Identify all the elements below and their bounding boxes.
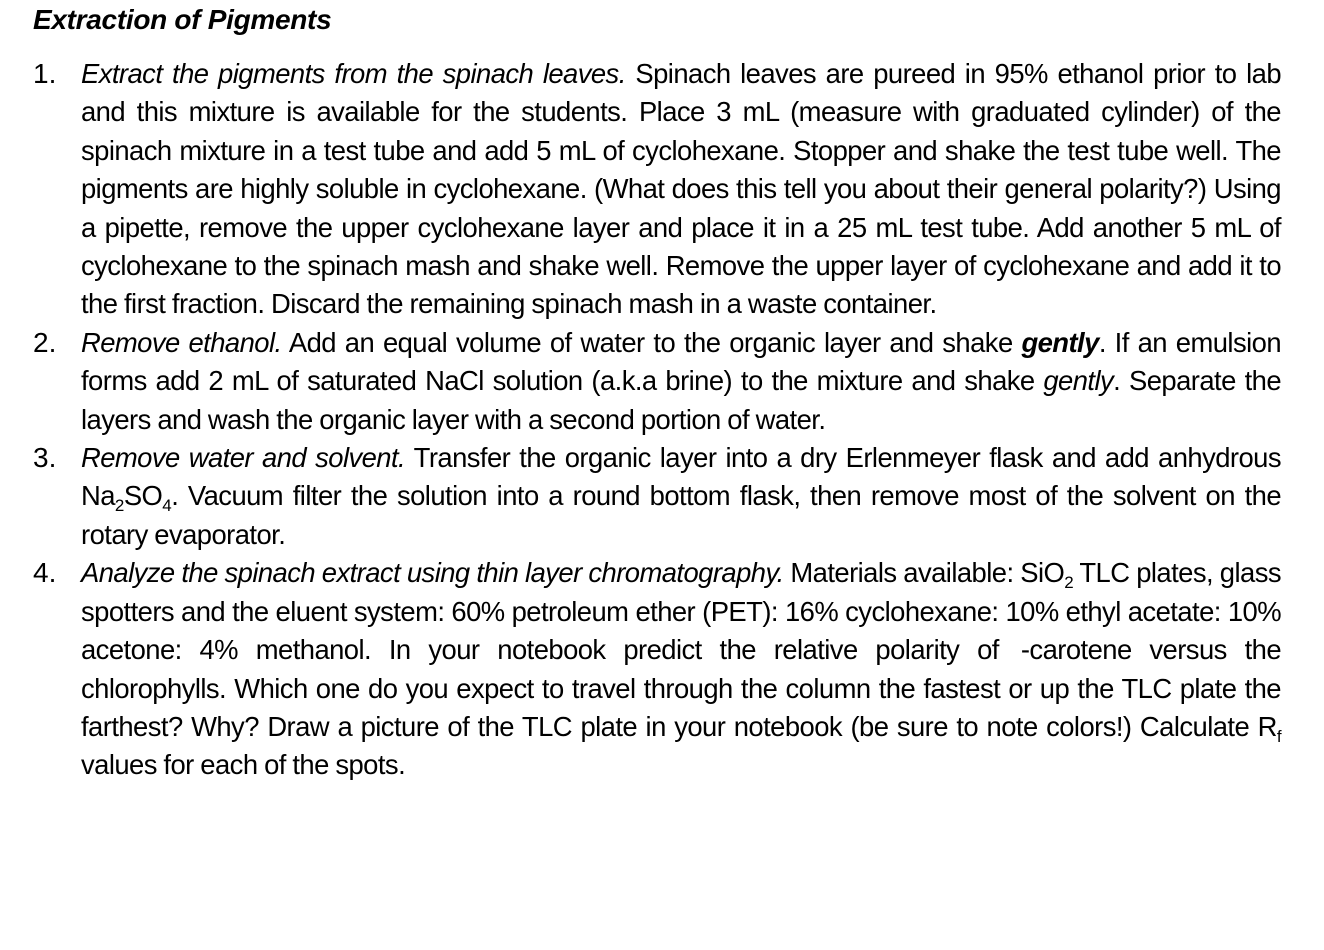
step-lead: Remove ethanol. xyxy=(81,326,282,358)
step-number: 3. xyxy=(33,442,57,474)
step-emphasis: gently xyxy=(1021,326,1099,358)
step-body: SO xyxy=(123,480,163,512)
step-lead: Analyze the spinach extract using thin layer chromatography. xyxy=(81,557,784,589)
step-body: Materials available: SiO xyxy=(783,557,1065,589)
step-body: Transfer the organic layer into a dry Erlenmeyer flask and add anhydrous Na xyxy=(81,442,1281,512)
step-text xyxy=(81,55,1281,324)
step-number: 4. xyxy=(33,557,57,589)
step-body: values for each of the spots. xyxy=(81,749,406,781)
subscript: 2 xyxy=(1064,573,1074,593)
step-2 xyxy=(33,324,1281,439)
step-text xyxy=(81,324,1281,439)
step-1 xyxy=(33,55,1281,324)
procedure-steps xyxy=(33,55,1281,785)
step-body: TLC plates, glass spotters and the eluent system: 60% petroleum ether (PET): 16% cyclohexane: 10% ethyl acetate: 10% acetone: 4% methanol. In your notebook predict the relative polarity of xyxy=(81,557,1281,666)
subscript: 4 xyxy=(162,496,172,516)
step-3 xyxy=(33,439,1281,554)
step-body: . If an emulsion forms add 2 mL of saturated NaCl solution (a.k.a brine) to the mixture and shake xyxy=(81,326,1282,397)
step-number: 1. xyxy=(33,58,57,89)
step-body: Add an equal volume of water to the organic layer and shake xyxy=(281,326,1022,358)
step-text xyxy=(81,554,1281,784)
step-body: . Vacuum filter the solution into a round bottom flask, then remove most of the solvent on the rotary evaporator. xyxy=(81,480,1281,550)
step-lead: Extract the pigments from the spinach leaves. xyxy=(81,58,626,89)
step-body: -carotene versus the chlorophylls. Which one do you expect to travel through the column the fastest or up the TLC plate the farthest? Why? Draw a picture of the TLC plate in your notebook (be sure to note colors!) Calculate R xyxy=(81,634,1282,742)
subscript: 2 xyxy=(114,496,124,516)
subscript: f xyxy=(1276,726,1281,746)
step-text xyxy=(81,439,1281,554)
step-body: . Separate the layers and wash the organic layer with a second portion of water. xyxy=(81,365,1282,435)
step-lead: Remove water and solvent. xyxy=(81,442,406,474)
step-emphasis: gently xyxy=(1043,365,1114,397)
step-number: 2. xyxy=(33,326,57,358)
step-4 xyxy=(33,554,1281,784)
step-body: Spinach leaves are pureed in 95% ethanol prior to lab and this mixture is available for the students. Place 3 mL (measure with graduated cylinder) of the spinach mixture in a test tube and add 5 mL of cyclohexane. Stopper and shake the test tube well. The pigments are highly soluble in cyclohexane. (What does this tell you about their general polarity?) Using a pipette, remove the upper cyclohexane layer and place it in a 25 mL test tube. Add another 5 mL of cyclohexane to the spinach mash and shake well. Remove the upper layer of cyclohexane and add it to the first fraction. Discard the remaining spinach mash in a waste container. xyxy=(81,58,1281,320)
document-title: Extraction of Pigments xyxy=(33,4,332,35)
